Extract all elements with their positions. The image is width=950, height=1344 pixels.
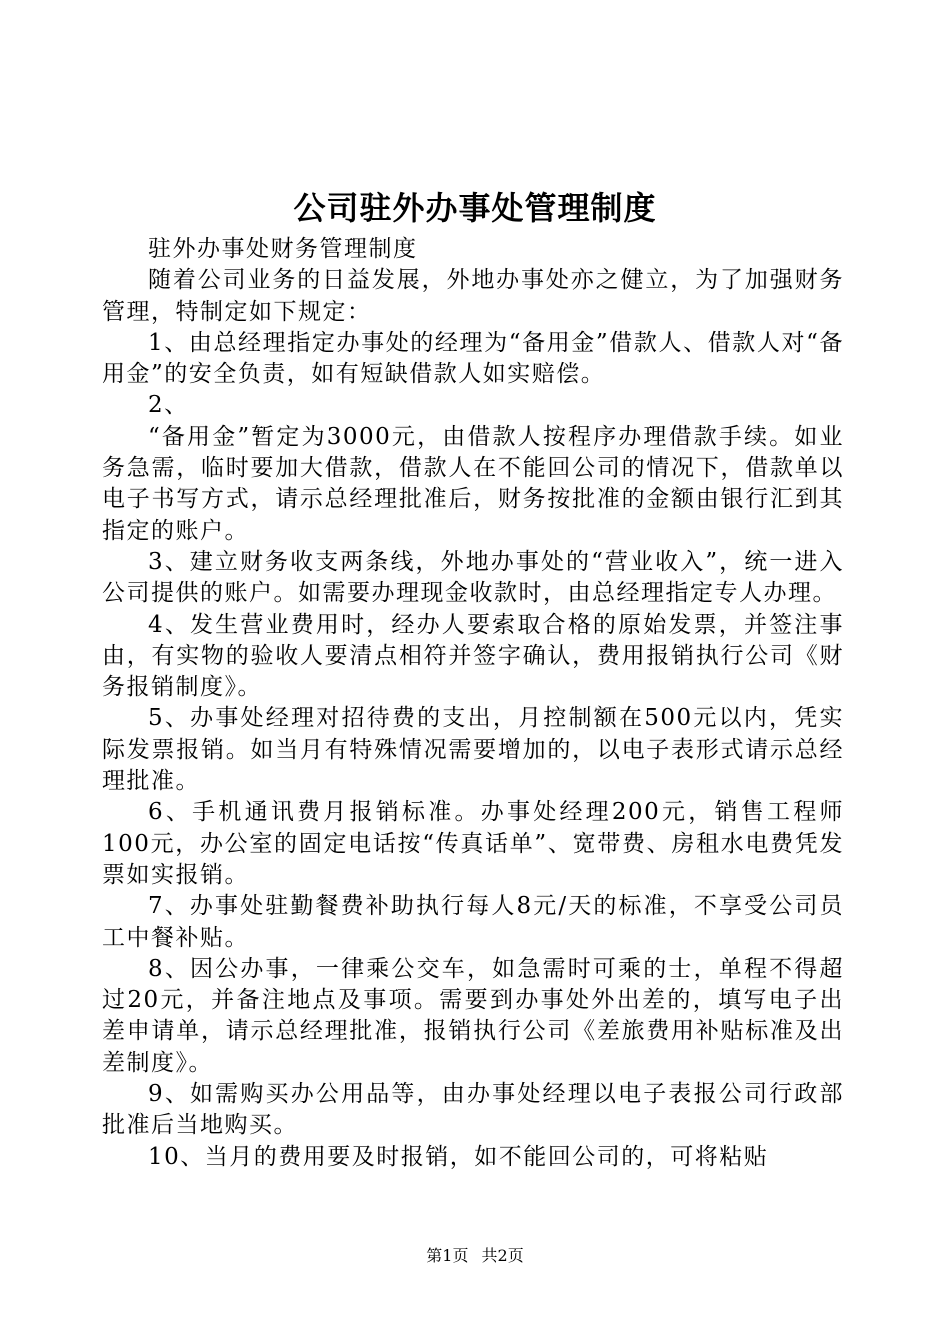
paragraph-item-6: 6、手机通讯费月报销标准。办事处经理200元，销售工程师100元，办公室的固定电话按“传真话单”、宽带费、房租水电费凭发票如实报销。 bbox=[102, 799, 844, 888]
paragraph-item-4: 4、发生营业费用时，经办人要索取合格的原始发票，并签注事由，有实物的验收人要清点相符并签字确认，费用报销执行公司《财务报销制度》。 bbox=[102, 611, 844, 701]
paragraph-intro: 随着公司业务的日益发展，外地办事处亦之健立，为了加强财务管理，特制定如下规定： bbox=[102, 267, 844, 325]
page-number-current: 第1页 bbox=[426, 1246, 469, 1265]
paragraph-item-9: 9、如需购买办公用品等，由办事处经理以电子表报公司行政部批准后当地购买。 bbox=[102, 1081, 844, 1139]
paragraph-item-1: 1、由总经理指定办事处的经理为“备用金”借款人、借款人对“备用金”的安全负责，如有短缺借款人如实赔偿。 bbox=[102, 329, 844, 388]
document-body bbox=[102, 234, 844, 1173]
paragraph-item-7: 7、办事处驻勤餐费补助执行每人8元/天的标准，不享受公司员工中餐补贴。 bbox=[102, 893, 844, 951]
paragraph-item-3: 3、建立财务收支两条线，外地办事处的“营业收入”，统一进入公司提供的账户。如需要办理现金收款时，由总经理指定专人办理。 bbox=[102, 548, 844, 607]
paragraph-item-2-body: “备用金”暂定为3000元，由借款人按程序办理借款手续。如业务急需，临时要加大借款，借款人在不能回公司的情况下，借款单以电子书写方式，请示总经理批准后，财务按批准的金额由银行汇到其指定的账户。 bbox=[102, 423, 844, 544]
document-title: 公司驻外办事处管理制度 bbox=[293, 189, 657, 227]
paragraph-item-10: 10、当月的费用要及时报销，如不能回公司的，可将粘贴 bbox=[148, 1143, 769, 1170]
page-number-total: 共2页 bbox=[481, 1246, 524, 1265]
page-footer bbox=[0, 1246, 950, 1266]
paragraph-item-2-number: 2、 bbox=[148, 392, 189, 419]
paragraph-item-5: 5、办事处经理对招待费的支出，月控制额在500元以内，凭实际发票报销。如当月有特殊情况需要增加的，以电子表形式请示总经理批准。 bbox=[102, 705, 844, 795]
paragraph-subtitle: 驻外办事处财务管理制度 bbox=[148, 236, 418, 262]
paragraph-item-8: 8、因公办事，一律乘公交车，如急需时可乘的士，单程不得超过20元，并备注地点及事项。需要到办事处外出差的，填写电子出差申请单，请示总经理批准，报销执行公司《差旅费用补贴标准及出差制度》。 bbox=[102, 955, 844, 1076]
